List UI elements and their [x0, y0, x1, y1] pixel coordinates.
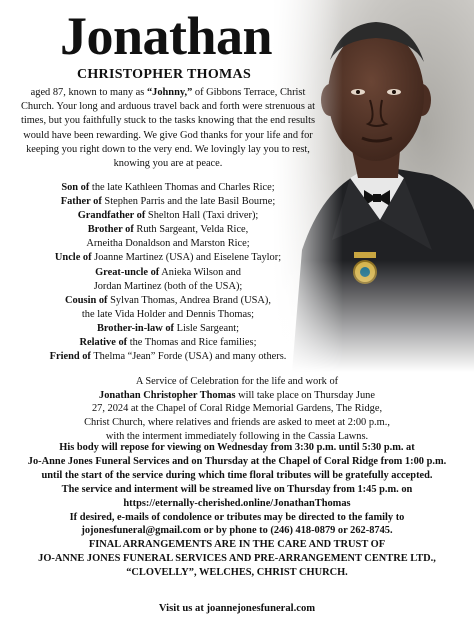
notice-line: JO-ANNE JONES FUNERAL SERVICES AND PRE-ARRANGEMENT CENTRE LTD., [38, 553, 436, 565]
intro-paragraph [18, 86, 318, 171]
relative-line: Brother-in-law of Lisle Sargeant; [96, 322, 240, 334]
stream-link[interactable]: https://eternally-cherished.online/JonathanThomas [123, 497, 351, 509]
relative-line: Jordan Martinez (both of the USA); [93, 280, 243, 292]
service-line: Christ Church, where relatives and friends are asked to meet at 2:00 p.m., [84, 417, 390, 429]
relatives-list [18, 181, 318, 364]
relative-line: Relative of the Thomas and Rice families; [79, 337, 257, 349]
relative-line: Uncle of Joanne Martinez (USA) and Eiselene Taylor; [54, 252, 282, 264]
relative-line: Son of the late Kathleen Thomas and Charles Rice; [61, 182, 275, 193]
relative-line: Great-uncle of Anieka Wilson and [95, 266, 241, 278]
intro-text-rest: of Gibbons Terrace, Christ Church. Your long and arduous travel back and forth were strenuous at times, but you faithfully stuck to the tasks knowing that the end results would have been rewarding. We give God thanks for your life and for keeping you right down to the very end. We lovingly lay you to rest, knowing you are at peace. [20, 87, 316, 170]
notice-line: The service and interment will be streamed live on Thursday from 1:45 p.m. on [61, 483, 413, 495]
intro-text-start: aged 87, known to many as [30, 87, 147, 98]
service-line: Jonathan Christopher Thomas will take place on Thursday June [99, 389, 375, 401]
relative-line: Arneitha Donaldson and Marston Rice; [86, 238, 250, 250]
first-name-heading: Jonathan [59, 6, 273, 66]
full-name-subheading: CHRISTOPHER THOMAS [76, 67, 252, 82]
deceased-full-name: Jonathan Christopher Thomas [99, 389, 236, 401]
notice-line: FINAL ARRANGEMENTS ARE IN THE CARE AND TRUST OF [88, 539, 386, 551]
relative-line: Father of Stephen Parris and the late Basil Bourne; [60, 196, 276, 208]
relative-line: Grandfather of Shelton Hall (Taxi driver); [77, 210, 259, 222]
viewing-and-arrangements-notice [4, 441, 470, 580]
notice-line: His body will repose for viewing on Wednesday from 3:30 p.m. until 5:30 p.m. at [59, 442, 415, 453]
relative-line: Brother of Ruth Sargeant, Velda Rice, [87, 224, 249, 236]
notice-line: until the start of the service during which time floral tributes will be gratefully accepted. [41, 469, 433, 481]
relative-line: Friend of Thelma “Jean” Forde (USA) and many others. [49, 351, 287, 363]
service-line: 27, 2024 at the Chapel of Coral Ridge Memorial Gardens, The Ridge, [91, 403, 383, 415]
service-line: with the interment immediately following in the Cassia Lawns. [105, 430, 369, 442]
relative-line: the late Vida Holder and Dennis Thomas; [81, 308, 255, 320]
notice-line: If desired, e-mails of condolence or tributes may be directed to the family to [69, 511, 405, 523]
notice-line: “CLOVELLY”, WELCHES, CHRIST CHURCH. [126, 567, 348, 579]
intro-nickname: “Johnny,” [146, 87, 193, 98]
contact-line[interactable]: jojonesfuneral@gmail.com or by phone to (246) 418-0879 or 262-8745. [81, 525, 393, 537]
service-paragraph [8, 375, 466, 444]
website-link[interactable]: Visit us at joannejonesfuneral.com [158, 603, 316, 614]
notice-line: Jo-Anne Jones Funeral Services and on Thursday at the Chapel of Coral Ridge from 1:00 p.m. [27, 455, 447, 467]
service-line: A Service of Celebration for the life and work of [135, 376, 339, 387]
relative-line: Cousin of Sylvan Thomas, Andrea Brand (USA), [65, 294, 271, 306]
